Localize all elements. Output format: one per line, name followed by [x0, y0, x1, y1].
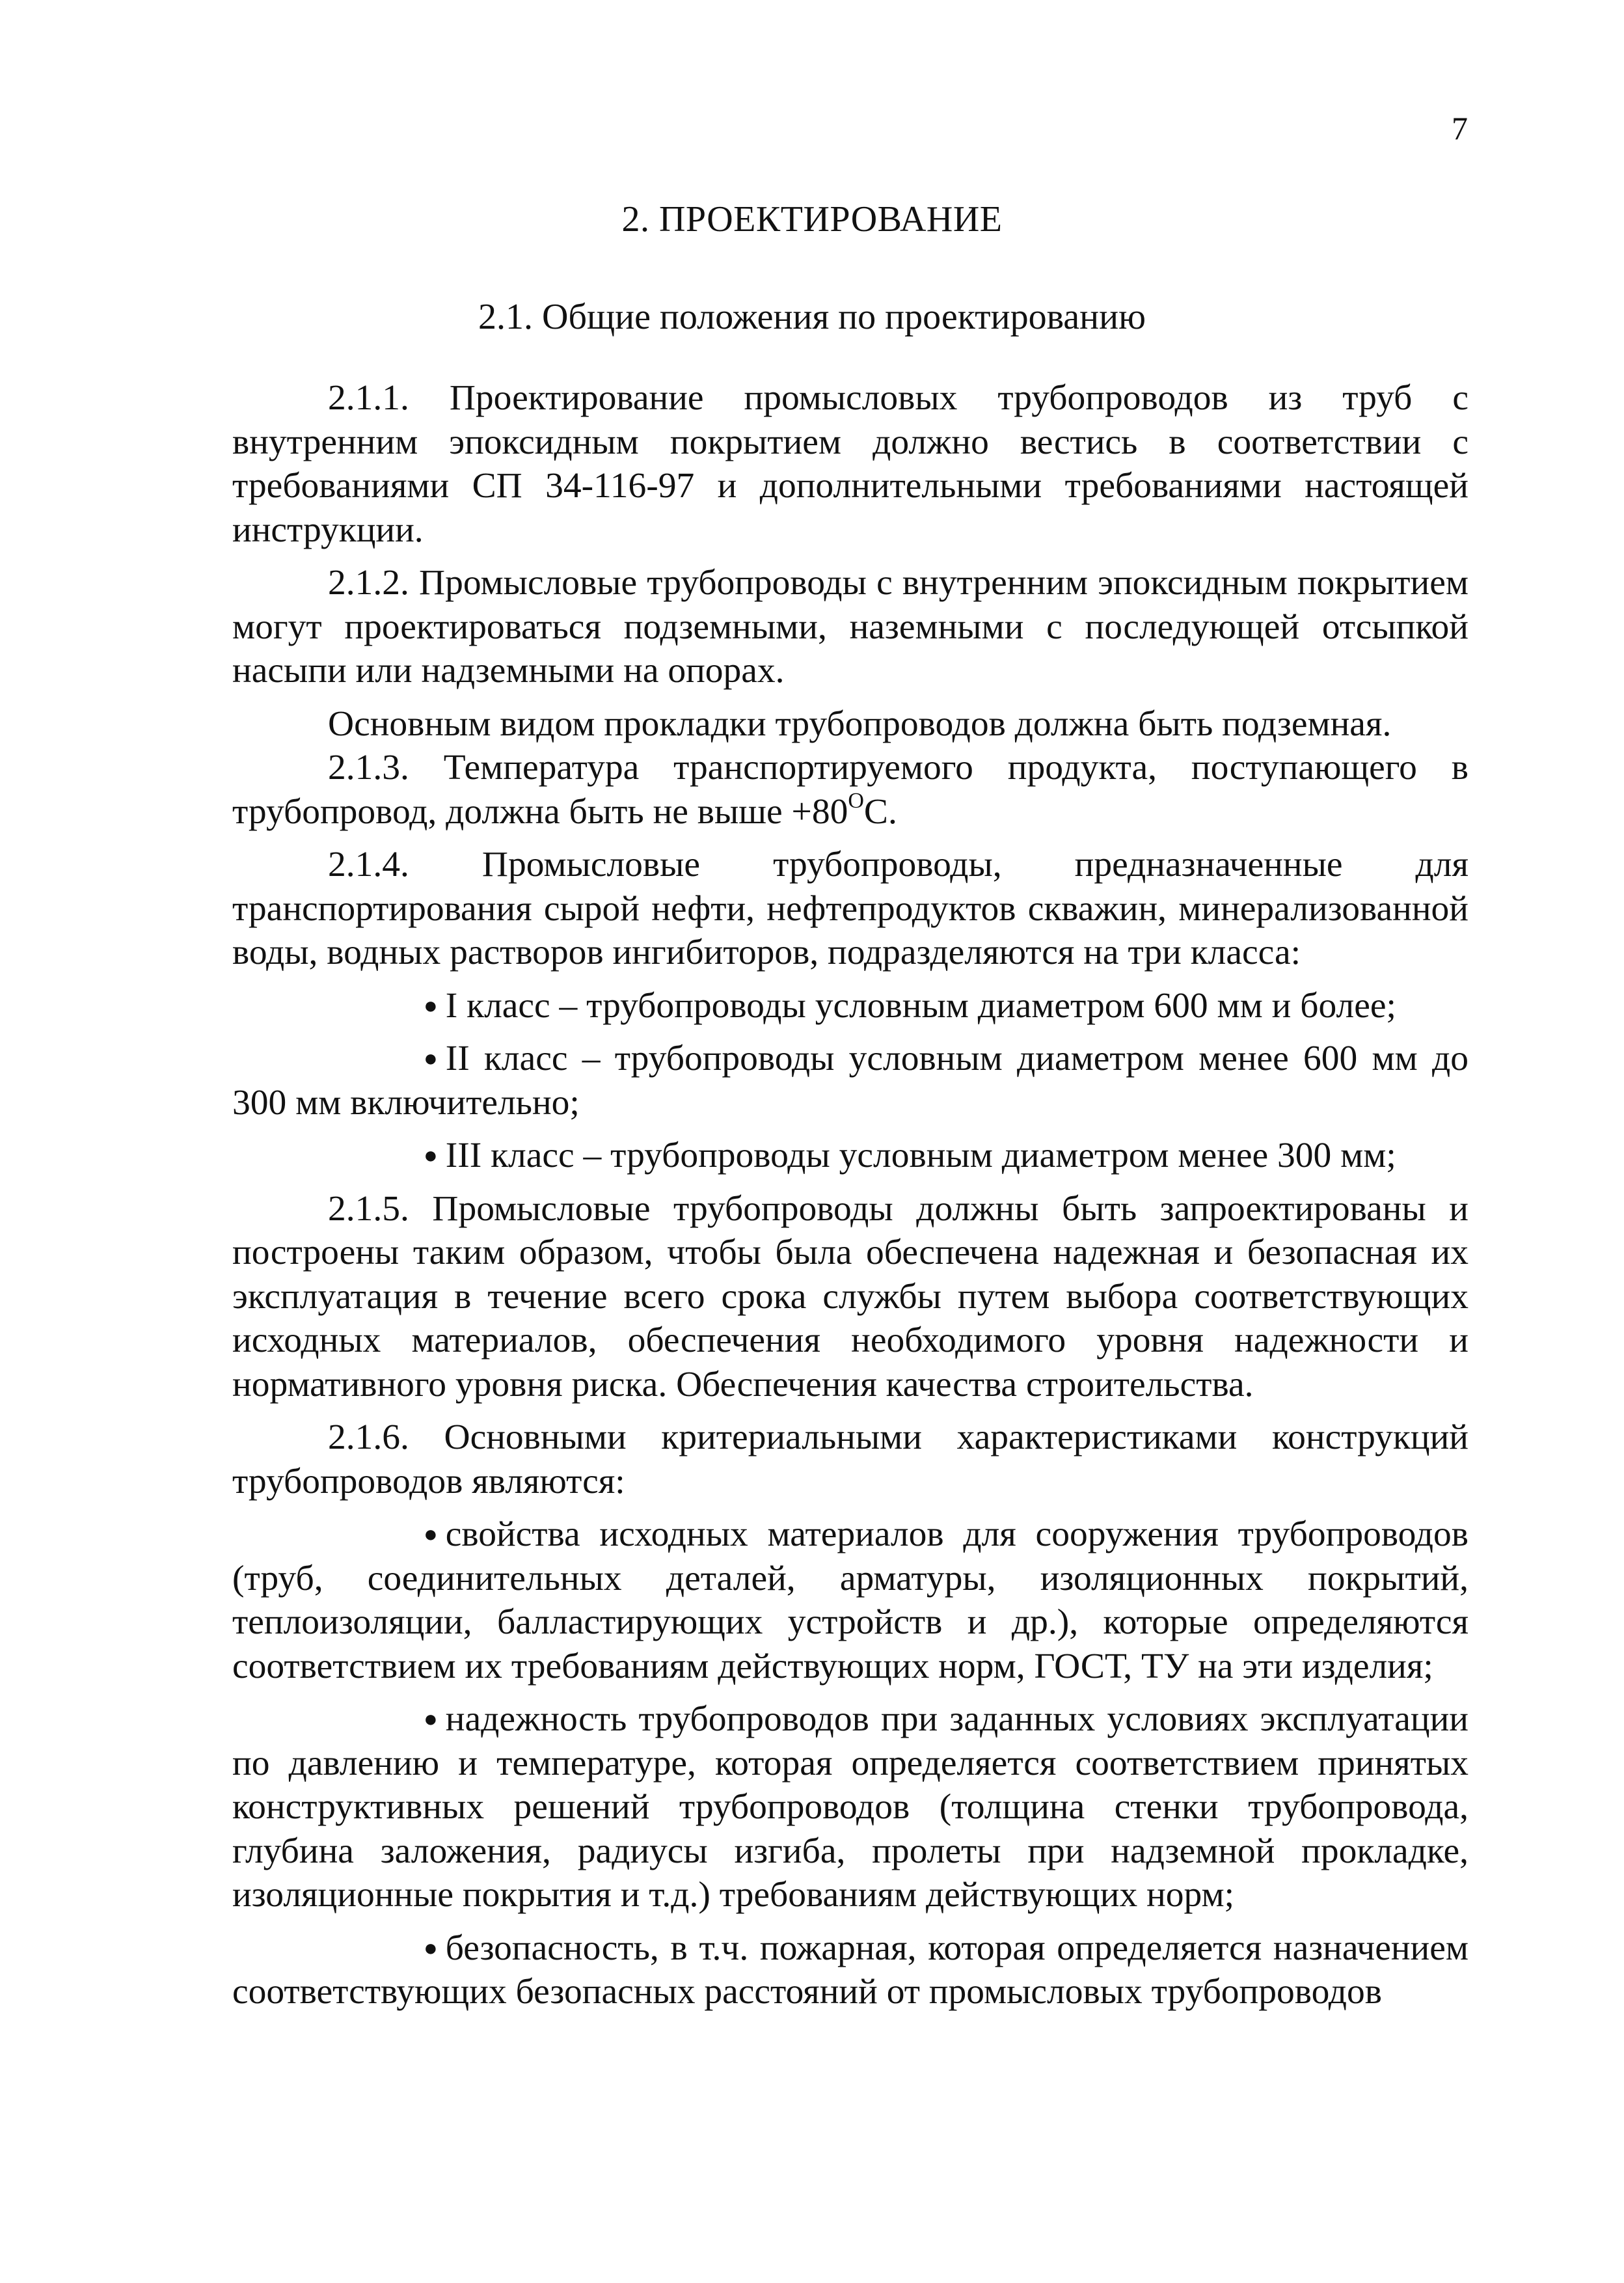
list-item-class-2: [232, 1037, 1468, 1125]
bullet-icon: ●: [424, 1706, 438, 1732]
list-item-text: свойства исходных материалов для сооружения трубопроводов (труб, соединительных деталей, арматуры, изоляционных покрытий, теплоизоляции, балластирующих устройств и др.), которые определяются соответствием их требованиям действующих норм, ГОСТ, ТУ на эти изделия;: [232, 1514, 1468, 1686]
paragraph-2-1-3-text: 2.1.3. Температура транспортируемого продукта, поступающего в трубопровод, должна быть не выше +80: [232, 748, 1468, 832]
bullet-icon: ●: [424, 1142, 438, 1168]
list-item-text: надежность трубопроводов при заданных условиях эксплуатации по давлению и температуре, которая определяется соответствием принятых конструктивных решений трубопроводов (толщина стенки трубопровода, глубина заложения, радиусы изгиба, пролеты при надземной прокладке, изоляционные покрытия и т.д.) требованиям действующих норм;: [232, 1699, 1468, 1915]
paragraph-2-1-1: 2.1.1. Проектирование промысловых трубопроводов из труб с внутренним эпоксидным покрытием должно вестись в соответствии с требованиями СП 34-116-97 и дополнительными требованиями настоящей инструкции.: [232, 378, 1468, 550]
page-number: 7: [1452, 110, 1468, 146]
paragraph-2-1-6: 2.1.6. Основными критериальными характеристиками конструкций трубопроводов являются:: [232, 1417, 1468, 1501]
bullet-icon: ●: [424, 1045, 438, 1071]
list-item-text: безопасность, в т.ч. пожарная, которая определяется назначением соответствующих безопасных расстояний от промысловых трубопроводов: [232, 1928, 1468, 2012]
paragraph-2-1-3-unit: С.: [863, 791, 897, 832]
paragraph-2-1-2: 2.1.2. Промысловые трубопроводы с внутренним эпоксидным покрытием могут проектироваться подземными, наземными с последующей отсыпкой насыпи или надземными на опорах.: [232, 563, 1468, 690]
paragraph-2-1-5: 2.1.5. Промысловые трубопроводы должны быть запроектированы и построены таким образом, чтобы была обеспечена надежная и безопасная их эксплуатация в течение всего срока службы путем выбора соответствующих исходных материалов, обеспечения необходимого уровня надежности и нормативного уровня риска. Обеспечения качества строительства.: [232, 1188, 1468, 1404]
list-item-criteria-reliability: [232, 1697, 1468, 1917]
paragraph-2-1-3: [232, 746, 1468, 834]
list-item-class-3: [232, 1134, 1468, 1178]
list-item-criteria-safety: [232, 1926, 1468, 2014]
bullet-icon: ●: [424, 1521, 438, 1547]
list-item-text: III класс – трубопроводы условным диаметром менее 300 мм;: [445, 1136, 1396, 1175]
bullet-icon: ●: [424, 992, 438, 1018]
body-text: [232, 376, 1468, 2014]
list-item-criteria-materials: [232, 1512, 1468, 1688]
section-title: 2. ПРОЕКТИРОВАНИЕ: [621, 199, 1003, 239]
list-item-text: I класс – трубопроводы условным диаметром 600 мм и более;: [445, 985, 1396, 1026]
subsection-title: 2.1. Общие положения по проектированию: [478, 297, 1146, 337]
degree-superscript: O: [848, 788, 864, 813]
paragraph-main-laying-type: Основным видом прокладки трубопроводов должна быть подземная.: [328, 704, 1392, 744]
list-item-text: II класс – трубопроводы условным диаметром менее 600 мм до 300 мм включительно;: [232, 1039, 1468, 1123]
bullet-icon: ●: [424, 1934, 438, 1961]
paragraph-2-1-4: 2.1.4. Промысловые трубопроводы, предназначенные для транспортирования сырой нефти, нефтепродуктов скважин, минерализованной воды, водных растворов ингибиторов, подразделяются на три класса:: [232, 845, 1468, 972]
list-item-class-1: [232, 984, 1468, 1028]
